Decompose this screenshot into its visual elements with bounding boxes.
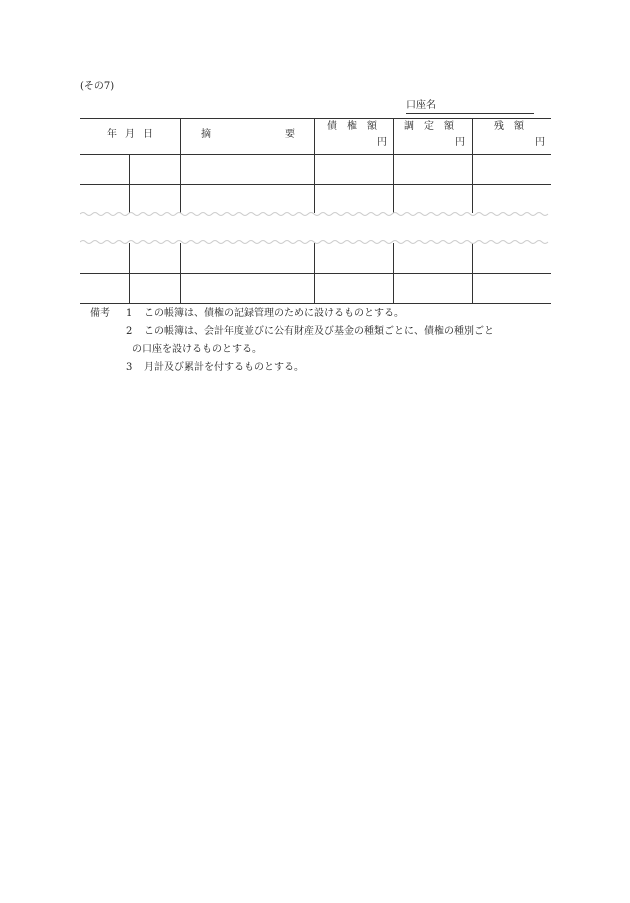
column-divider (393, 118, 394, 154)
header-balance-unit: 円 (535, 137, 545, 148)
table-row (80, 155, 551, 184)
header-adjusted-amount: 調 定 額 (404, 121, 454, 132)
table-row (80, 185, 551, 213)
header-summary-left: 摘 (201, 129, 211, 140)
ledger-table (0, 0, 630, 310)
note-text-continuation: の口座を設けるものとする。 (132, 344, 262, 355)
header-claim-unit: 円 (377, 137, 387, 148)
note-text: 月計及び累計を付するものとする。 (144, 362, 304, 373)
note-number: 2 (126, 326, 133, 337)
section-label: (その7) (80, 81, 115, 92)
note-text: この帳簿は、債権の記録管理のために設けるものとする。 (144, 308, 404, 319)
note-number: 1 (126, 308, 133, 319)
note-text: この帳簿は、会計年度並びに公有財産及び基金の種類ごとに、債権の種別ごと (144, 326, 494, 337)
header-date-year: 年 (107, 129, 117, 140)
note-number: 3 (126, 362, 133, 373)
column-divider (472, 118, 473, 154)
header-claim-amount: 債 権 額 (327, 121, 377, 132)
notes-label: 備考 (90, 308, 110, 319)
column-divider (314, 118, 315, 154)
account-name-label: 口座名 (406, 100, 436, 111)
table-row (80, 244, 551, 273)
table-row (80, 274, 551, 303)
header-date-month: 月 (125, 129, 135, 140)
header-balance: 残 額 (494, 121, 524, 132)
table-top-border (80, 118, 551, 119)
header-date-day: 日 (143, 129, 153, 140)
column-divider (180, 118, 181, 154)
header-summary-right: 要 (285, 129, 295, 140)
notes-section (0, 300, 630, 380)
header-adjusted-unit: 円 (455, 137, 465, 148)
